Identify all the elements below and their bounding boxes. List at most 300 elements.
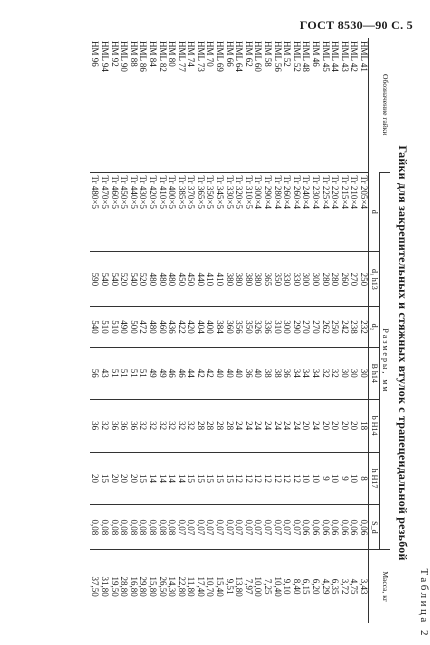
- cell-d1: 280: [320, 252, 330, 307]
- cell-Sd: 0,07: [224, 505, 234, 550]
- table-label: Таблица 2: [418, 568, 430, 638]
- cell-b: 32: [99, 399, 109, 452]
- cell-name: HML 86: [138, 41, 149, 72]
- cell-name: HM 96: [90, 41, 101, 67]
- cell-d2: 250: [330, 307, 340, 347]
- cell-d: Tr 460×5: [109, 172, 119, 252]
- cell-d2: 540: [90, 307, 100, 347]
- cell-d1: 450: [176, 252, 186, 307]
- cell-d2: 436: [167, 307, 177, 347]
- cell-mass: 31,80: [99, 550, 109, 623]
- cell-Sd: 0,07: [176, 505, 186, 550]
- table-row: [147, 38, 157, 623]
- cell-d1: 450: [186, 252, 196, 307]
- cell-b: 24: [272, 399, 282, 452]
- cell-d1: 365: [262, 252, 272, 307]
- cell-Sd: 0,07: [272, 505, 282, 550]
- cell-h: 8: [358, 452, 368, 505]
- cell-d1: 520: [138, 252, 148, 307]
- cell-b: 24: [253, 399, 263, 452]
- table-row: [320, 38, 330, 623]
- cell-mass: 7,97: [243, 550, 253, 623]
- cell-b: 24: [234, 399, 244, 452]
- cell-d2: 270: [301, 307, 311, 347]
- cell-name: HML 48: [301, 41, 312, 72]
- cell-mass: 10,70: [205, 550, 215, 623]
- cell-B: 46: [167, 347, 177, 399]
- cell-d1: 410: [215, 252, 225, 307]
- cell-b: 28: [224, 399, 234, 452]
- cell-d2: 310: [272, 307, 282, 347]
- cell-d2: 510: [109, 307, 119, 347]
- cell-d1: 300: [301, 252, 311, 307]
- cell-B: 36: [282, 347, 292, 399]
- table-row: [282, 38, 292, 623]
- cell-B: 36: [243, 347, 253, 399]
- cell-d2: 336: [262, 307, 272, 347]
- cell-Sd: 0,06: [358, 505, 368, 550]
- cell-d2: 420: [186, 307, 196, 347]
- cell-B: 51: [128, 347, 138, 399]
- cell-B: 42: [205, 347, 215, 399]
- cell-d1: 590: [90, 252, 100, 307]
- cell-d1: 280: [330, 252, 340, 307]
- cell-mass: 14,30: [167, 550, 177, 623]
- cell-Sd: 0,06: [349, 505, 359, 550]
- cell-d1: 250: [358, 252, 368, 307]
- table-row: [128, 38, 138, 623]
- cell-d1: 480: [167, 252, 177, 307]
- cell-Sd: 0,07: [253, 505, 263, 550]
- cell-Sd: 0,07: [215, 505, 225, 550]
- header-B: B h14: [369, 347, 380, 399]
- cell-B: 30: [349, 347, 359, 399]
- cell-h: 14: [157, 452, 167, 505]
- cell-name: HM 84: [147, 41, 158, 67]
- cell-d1: 380: [234, 252, 244, 307]
- cell-b: 28: [205, 399, 215, 452]
- cell-d2: 480: [147, 307, 157, 347]
- cell-B: 49: [147, 347, 157, 399]
- cell-d1: 540: [128, 252, 138, 307]
- cell-d: Tr 230×4: [310, 172, 320, 252]
- cell-b: 24: [291, 399, 301, 452]
- cell-name: HML 94: [99, 41, 110, 72]
- table-row: [138, 38, 148, 623]
- cell-b: 32: [157, 399, 167, 452]
- cell-B: 34: [291, 347, 301, 399]
- cell-d: Tr 440×5: [128, 172, 138, 252]
- cell-d: Tr 310×5: [243, 172, 253, 252]
- cell-d: Tr 430×5: [138, 172, 148, 252]
- cell-name: HM 58: [263, 41, 274, 67]
- cell-h: 14: [147, 452, 157, 505]
- cell-h: 12: [262, 452, 272, 505]
- cell-d: Tr 345×5: [215, 172, 225, 252]
- table-row: [349, 38, 359, 623]
- cell-Sd: 0,07: [195, 505, 205, 550]
- cell-mass: 37,50: [90, 550, 100, 623]
- cell-Sd: 0,08: [138, 505, 148, 550]
- cell-d1: 300: [310, 252, 320, 307]
- cell-mass: 19,50: [109, 550, 119, 623]
- cell-d2: 422: [176, 307, 186, 347]
- cell-mass: 7,25: [262, 550, 272, 623]
- cell-h: 12: [282, 452, 292, 505]
- cell-d: Tr 260×4: [282, 172, 292, 252]
- cell-name: HML 60: [253, 41, 264, 72]
- cell-mass: 6,20: [310, 550, 320, 623]
- cell-h: 10: [310, 452, 320, 505]
- cell-Sd: 0,06: [320, 505, 330, 550]
- cell-b: 36: [90, 399, 100, 452]
- table-row: [215, 38, 225, 623]
- cell-b: 32: [186, 399, 196, 452]
- cell-d2: 360: [224, 307, 234, 347]
- cell-d: Tr 260×4: [291, 172, 301, 252]
- cell-h: 14: [167, 452, 177, 505]
- cell-name: HM 46: [311, 41, 322, 67]
- table-row: [176, 38, 186, 623]
- cell-Sd: 0,08: [147, 505, 157, 550]
- cell-name: HML 45: [320, 41, 331, 72]
- cell-Sd: 0,07: [234, 505, 244, 550]
- cell-mass: 15,80: [147, 550, 157, 623]
- cell-mass: 4,75: [349, 550, 359, 623]
- cell-B: 32: [330, 347, 340, 399]
- cell-name: HML 56: [272, 41, 283, 72]
- page-header: ГОСТ 8530—90 С. 5: [299, 18, 413, 32]
- cell-d1: 540: [109, 252, 119, 307]
- cell-h: 12: [234, 452, 244, 505]
- cell-mass: 26,50: [157, 550, 167, 623]
- cell-b: 18: [358, 399, 368, 452]
- cell-Sd: 0,07: [262, 505, 272, 550]
- table-row: [109, 38, 119, 623]
- cell-d2: 270: [310, 307, 320, 347]
- table-row: [90, 38, 100, 623]
- cell-name: HML 43: [339, 41, 350, 72]
- cell-name: HM 74: [186, 41, 197, 67]
- cell-d1: 270: [349, 252, 359, 307]
- cell-d: Tr 220×4: [330, 172, 340, 252]
- table-row: [119, 38, 129, 623]
- header-b: b H14: [369, 399, 380, 452]
- header-d: d: [369, 172, 380, 252]
- cell-b: 20: [339, 399, 349, 452]
- cell-d1: 520: [119, 252, 129, 307]
- cell-b: 28: [195, 399, 205, 452]
- header-d2: d₂: [369, 307, 380, 347]
- cell-d: Tr 350×5: [205, 172, 215, 252]
- table-row: [291, 38, 301, 623]
- cell-h: 10: [301, 452, 311, 505]
- cell-name: HML 44: [330, 41, 341, 72]
- cell-d2: 356: [234, 307, 244, 347]
- cell-Sd: 0,07: [291, 505, 301, 550]
- cell-Sd: 0,08: [90, 505, 100, 550]
- table-row: [330, 38, 340, 623]
- cell-d1: 440: [195, 252, 205, 307]
- header-Sd: S_d: [369, 505, 380, 550]
- table-title: Гайки для закрепительных и стяжных втулок с трапецеидальной резьбой: [396, 145, 410, 561]
- cell-B: 32: [320, 347, 330, 399]
- cell-d1: 350: [272, 252, 282, 307]
- cell-h: 20: [119, 452, 129, 505]
- cell-B: 30: [339, 347, 349, 399]
- cell-h: 15: [224, 452, 234, 505]
- cell-B: 42: [195, 347, 205, 399]
- cell-b: 36: [128, 399, 138, 452]
- cell-B: 30: [358, 347, 368, 399]
- cell-Sd: 0,08: [128, 505, 138, 550]
- cell-b: 20: [320, 399, 330, 452]
- cell-B: 56: [90, 347, 100, 399]
- table-row: [339, 38, 349, 623]
- cell-d2: 490: [119, 307, 129, 347]
- cell-Sd: 0,06: [330, 505, 340, 550]
- cell-B: 34: [310, 347, 320, 399]
- cell-Sd: 0,06: [301, 505, 311, 550]
- cell-mass: 9,10: [282, 550, 292, 623]
- cell-B: 49: [157, 347, 167, 399]
- cell-mass: 11,80: [186, 550, 196, 623]
- cell-d2: 384: [215, 307, 225, 347]
- cell-d2: 472: [138, 307, 148, 347]
- table-row: [253, 38, 263, 623]
- cell-b: 20: [349, 399, 359, 452]
- cell-mass: 8,40: [291, 550, 301, 623]
- cell-name: HML 82: [157, 41, 168, 72]
- cell-d2: 350: [243, 307, 253, 347]
- header-d1: d₁ h13: [369, 252, 380, 307]
- cell-name: HM 52: [282, 41, 293, 67]
- cell-mass: 4,29: [320, 550, 330, 623]
- cell-mass: 6,15: [301, 550, 311, 623]
- cell-h: 14: [176, 452, 186, 505]
- cell-b: 20: [301, 399, 311, 452]
- cell-name: HM 70: [205, 41, 216, 67]
- table-row: [224, 38, 234, 623]
- table-row: [262, 38, 272, 623]
- cell-mass: 10,00: [253, 550, 263, 623]
- cell-b: 24: [262, 399, 272, 452]
- table-row: [243, 38, 253, 623]
- cell-d2: 326: [253, 307, 263, 347]
- header-mass: Масса, кг: [369, 550, 391, 623]
- cell-B: 40: [234, 347, 244, 399]
- cell-name: HML 41: [359, 41, 369, 72]
- cell-mass: 3,72: [339, 550, 349, 623]
- cell-d: Tr 290×4: [262, 172, 272, 252]
- cell-Sd: 0,08: [109, 505, 119, 550]
- cell-d: Tr 300×4: [253, 172, 263, 252]
- cell-mass: 16,80: [128, 550, 138, 623]
- cell-B: 51: [138, 347, 148, 399]
- cell-B: 44: [186, 347, 196, 399]
- cell-name: HM 92: [109, 41, 120, 67]
- cell-name: HML 42: [349, 41, 360, 72]
- cell-mass: 6,35: [330, 550, 340, 623]
- cell-d: Tr 240×4: [301, 172, 311, 252]
- cell-h: 12: [272, 452, 282, 505]
- cell-d2: 262: [320, 307, 330, 347]
- table-row: [301, 38, 311, 623]
- cell-d: Tr 410×5: [157, 172, 167, 252]
- cell-d: Tr 215×4: [339, 172, 349, 252]
- cell-d2: 242: [339, 307, 349, 347]
- cell-h: 15: [186, 452, 196, 505]
- cell-B: 40: [253, 347, 263, 399]
- cell-name: HML 69: [215, 41, 226, 72]
- cell-Sd: 0,07: [186, 505, 196, 550]
- cell-d1: 380: [224, 252, 234, 307]
- cell-name: HM 62: [243, 41, 254, 67]
- data-table: [90, 38, 390, 623]
- table-row: [99, 38, 109, 623]
- cell-b: 24: [282, 399, 292, 452]
- table-row: [195, 38, 205, 623]
- cell-Sd: 0,07: [205, 505, 215, 550]
- header-name: Обозначение гайки: [369, 38, 391, 172]
- cell-d: Tr 450×5: [119, 172, 129, 252]
- table-row: [272, 38, 282, 623]
- cell-b: 32: [138, 399, 148, 452]
- cell-b: 36: [109, 399, 119, 452]
- cell-mass: 3,43: [358, 550, 368, 623]
- cell-B: 40: [224, 347, 234, 399]
- cell-name: HM 88: [128, 41, 139, 67]
- cell-d: Tr 400×5: [167, 172, 177, 252]
- cell-B: 46: [176, 347, 186, 399]
- cell-Sd: 0,06: [310, 505, 320, 550]
- cell-h: 15: [99, 452, 109, 505]
- cell-h: 10: [330, 452, 340, 505]
- cell-B: 34: [301, 347, 311, 399]
- cell-d: Tr 370×5: [186, 172, 196, 252]
- cell-mass: 17,40: [195, 550, 205, 623]
- table-row: [205, 38, 215, 623]
- cell-name: HM 80: [167, 41, 178, 67]
- cell-h: 15: [138, 452, 148, 505]
- cell-d2: 404: [195, 307, 205, 347]
- cell-h: 20: [128, 452, 138, 505]
- table-row: [234, 38, 244, 623]
- cell-name: HML 52: [291, 41, 302, 72]
- cell-b: 24: [243, 399, 253, 452]
- cell-mass: 28,80: [119, 550, 129, 623]
- cell-d2: 510: [99, 307, 109, 347]
- cell-d: Tr 280×4: [272, 172, 282, 252]
- cell-d2: 500: [128, 307, 138, 347]
- cell-h: 9: [320, 452, 330, 505]
- cell-d: Tr 320×5: [234, 172, 244, 252]
- cell-B: 38: [262, 347, 272, 399]
- cell-name: HML 90: [119, 41, 130, 72]
- cell-Sd: 0,07: [243, 505, 253, 550]
- cell-d1: 260: [339, 252, 349, 307]
- cell-b: 20: [330, 399, 340, 452]
- cell-h: 12: [291, 452, 301, 505]
- cell-b: 32: [176, 399, 186, 452]
- cell-mass: 9,51: [224, 550, 234, 623]
- table-row: [358, 38, 368, 623]
- cell-h: 20: [109, 452, 119, 505]
- cell-b: 36: [119, 399, 129, 452]
- cell-name: HML 64: [234, 41, 245, 72]
- cell-b: 28: [215, 399, 225, 452]
- cell-d2: 400: [205, 307, 215, 347]
- cell-B: 51: [119, 347, 129, 399]
- cell-h: 15: [195, 452, 205, 505]
- cell-B: 38: [272, 347, 282, 399]
- cell-Sd: 0,06: [339, 505, 349, 550]
- cell-h: 10: [349, 452, 359, 505]
- cell-b: 24: [310, 399, 320, 452]
- cell-h: 12: [243, 452, 253, 505]
- cell-h: 12: [253, 452, 263, 505]
- cell-Sd: 0,07: [282, 505, 292, 550]
- cell-B: 51: [109, 347, 119, 399]
- cell-d: Tr 330×5: [224, 172, 234, 252]
- cell-d1: 380: [243, 252, 253, 307]
- cell-d: Tr 225×4: [320, 172, 330, 252]
- header-row-top: [380, 38, 391, 623]
- cell-h: 9: [339, 452, 349, 505]
- cell-name: HM 66: [224, 41, 235, 67]
- cell-h: 20: [90, 452, 100, 505]
- cell-d: Tr 205×4: [358, 172, 368, 252]
- cell-d1: 380: [253, 252, 263, 307]
- rotated-table-block: [0, 38, 430, 638]
- cell-d2: 300: [282, 307, 292, 347]
- cell-mass: 10,40: [272, 550, 282, 623]
- cell-d: Tr 420×5: [147, 172, 157, 252]
- cell-name: HML 73: [195, 41, 206, 72]
- cell-mass: 13,80: [234, 550, 244, 623]
- cell-d1: 410: [205, 252, 215, 307]
- cell-d2: 238: [349, 307, 359, 347]
- table-row: [167, 38, 177, 623]
- cell-mass: 29,80: [138, 550, 148, 623]
- table-row: [186, 38, 196, 623]
- cell-d1: 480: [147, 252, 157, 307]
- cell-d: Tr 210×4: [349, 172, 359, 252]
- cell-mass: 15,40: [215, 550, 225, 623]
- table-row: [310, 38, 320, 623]
- header-size-group: Размеры, мм: [380, 172, 391, 550]
- cell-d: Tr 365×5: [195, 172, 205, 252]
- cell-B: 40: [215, 347, 225, 399]
- cell-Sd: 0,08: [99, 505, 109, 550]
- cell-d1: 330: [282, 252, 292, 307]
- cell-d1: 330: [291, 252, 301, 307]
- cell-Sd: 0,08: [119, 505, 129, 550]
- cell-d2: 232: [358, 307, 368, 347]
- cell-d2: 290: [291, 307, 301, 347]
- header-h: h H17: [369, 452, 380, 505]
- cell-b: 32: [167, 399, 177, 452]
- table-row: [157, 38, 167, 623]
- cell-name: HML 77: [176, 41, 187, 72]
- cell-d: Tr 480×5: [90, 172, 100, 252]
- cell-B: 43: [99, 347, 109, 399]
- cell-h: 15: [215, 452, 225, 505]
- cell-mass: 22,80: [176, 550, 186, 623]
- cell-h: 15: [205, 452, 215, 505]
- cell-Sd: 0,08: [157, 505, 167, 550]
- cell-d1: 540: [99, 252, 109, 307]
